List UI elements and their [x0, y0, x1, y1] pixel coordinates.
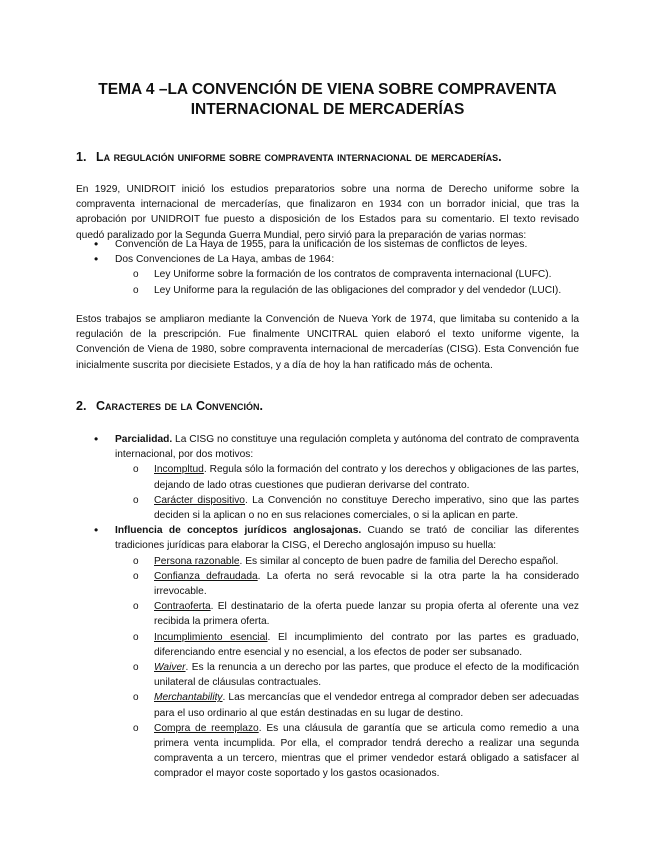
page-title: [60, 80, 595, 120]
sub-item-term: Incompltud: [154, 464, 204, 476]
sub-list-item: [76, 690, 579, 720]
list-item-text: Dos Convenciones de La Haya, ambas de 1964:: [115, 254, 335, 266]
sub-list-item: [76, 554, 579, 569]
sub-list-item: [76, 462, 579, 492]
list-item: • Convención de La Haya de 1955, para la unificación de los sistemas de conflictos de leyes.: [76, 237, 579, 252]
sub-item-term: Confianza defraudada: [154, 570, 258, 582]
list-item-influencia: [76, 523, 579, 781]
title-line-2: INTERNACIONAL DE MERCADERÍAS: [190, 101, 465, 118]
section-1-paragraph-1: En 1929, UNIDROIT inició los estudios preparatorios sobre una norma de Derecho uniforme sobre la compraventa internacional de mercaderías, que finalizaron en 1934 con un borrador inicial, que tras la aprobación por UNIDROIT fue puesto a disposición de los Estados para su comentario. El texto revisado quedó paralizado por la Segunda Guerra Mundial, pero sirvió para la preparación de varias normas:: [76, 184, 579, 241]
list-item: [76, 252, 579, 298]
sub-list-item: [76, 721, 579, 782]
sub-item-text: . Es similar al concepto de buen padre de familia del Derecho español.: [239, 555, 559, 567]
list-item-parcialidad: [76, 432, 579, 523]
section-1-title: La regulación uniforme sobre compraventa internacional de mercaderías.: [96, 150, 502, 164]
sub-list-item: o Ley Uniforme sobre la formación de los contratos de compraventa internacional (LUFC).: [76, 267, 579, 282]
sub-list-item: o Ley Uniforme para la regulación de las obligaciones del comprador y del vendedor (LUCI).: [76, 283, 579, 298]
sub-item-term: Persona razonable: [154, 555, 240, 567]
sub-list-item: [76, 493, 579, 523]
parcialidad-sub-list: [115, 462, 579, 523]
sub-list-item: [76, 599, 579, 629]
sub-list-item: [76, 660, 579, 690]
sub-item-term: Compra de reemplazo: [154, 722, 259, 734]
section-1-paragraph-2: Estos trabajos se ampliaron mediante la Convención de Nueva York de 1974, que limitaba su contenido a la regulación de la prescripción. Fue finalmente UNCITRAL quien elaboró el texto uniforme vigente, la Convención de Viena de 1980, sobre compraventa internacional de mercaderías (CISG). Esta Convención fue inicialmente suscrita por diecisiete Estados, y a día de hoy la han ratificado más de ochenta.: [76, 314, 579, 371]
sub-item-text: . Regula sólo la formación del contrato y los derechos y obligaciones de las partes, dejando de lado otras cuestiones que pudieran derivarse del contrato.: [154, 464, 579, 491]
section-1-heading: [76, 150, 502, 164]
section-2-number: 2.: [76, 399, 87, 413]
sub-item-text: . Es la renuncia a un derecho por las partes, que produce el efecto de la modificación unilateral de cláusulas contractuales.: [154, 662, 579, 689]
sub-item-term: Merchantability: [154, 692, 223, 704]
sub-item-text: . El destinatario de la oferta puede lanzar su propia oferta al oferente una vez recibida la primera oferta.: [154, 601, 579, 628]
sub-item-term: Incumplimiento esencial: [154, 631, 268, 643]
sub-item-term: Carácter dispositivo: [154, 494, 245, 506]
sub-item-text: . Las mercancías que el vendedor entrega al comprador deben ser adecuadas para el uso ordinario al que están destinadas en su lugar de destino.: [154, 692, 579, 719]
sub-item-text: . El incumplimiento del contrato por las partes es graduado, diferenciando entre esencial y no esencial, a los efectos de poder ser subsanado.: [154, 631, 579, 658]
section-2-title: Caracteres de la Convención.: [96, 399, 263, 413]
sub-item-text: . Es una cláusula de garantía que se articula como remedio a una primera venta incumplida. Por ella, el comprador tendrá derecho a realizar una segunda compraventa a un tercero, mientras que el primer vendedor estará obligado a satisfacer al comprador el mayor coste soportado y los gastos ocasionados.: [154, 722, 579, 780]
section-1-sub-list: [115, 267, 579, 297]
sub-list-item: [76, 630, 579, 660]
sub-list-item: [76, 569, 579, 599]
list-item-text: Cuando se trató de conciliar las diferentes tradiciones jurídicas para elaborar la CISG, el Derecho anglosajón impuso su huella:: [115, 525, 579, 552]
section-1-bullet-list: [76, 237, 579, 298]
list-item-term: Influencia de conceptos jurídicos anglosajonas.: [115, 525, 362, 537]
list-item-term: Parcialidad.: [115, 434, 173, 445]
list-item-text: La CISG no constituye una regulación completa y autónoma del contrato de compraventa internacional, por dos motivos:: [115, 434, 579, 461]
sub-item-text: . La Convención no constituye Derecho imperativo, sino que las partes deciden si la aplican o no en sus relaciones comerciales, o si la aplican en parte.: [154, 494, 579, 522]
sub-item-term: Waiver: [154, 662, 186, 674]
influencia-sub-list: [115, 554, 579, 782]
sub-item-text: . La oferta no será revocable si la otra parte la ha considerado irrevocable.: [154, 570, 579, 598]
title-line-1: TEMA 4 –LA CONVENCIÓN DE VIENA SOBRE COMPRAVENTA: [98, 81, 557, 98]
section-2-heading: [76, 399, 263, 413]
section-2-bullet-list: [76, 432, 579, 782]
section-1-number: 1.: [76, 150, 87, 164]
sub-item-term: Contraoferta: [154, 601, 211, 613]
